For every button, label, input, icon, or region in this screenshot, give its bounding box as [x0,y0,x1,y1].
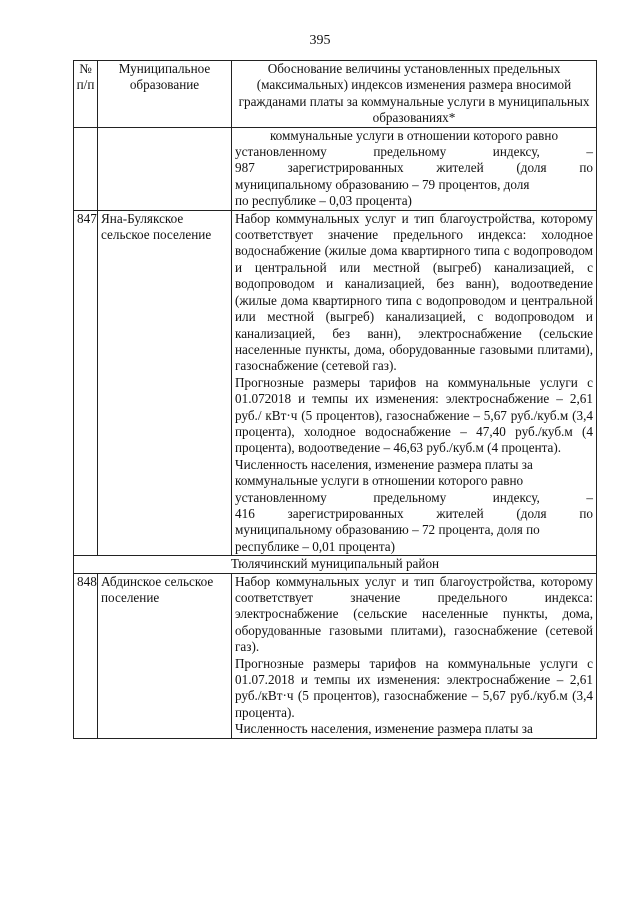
continuation-row [74,127,597,210]
district-heading: Тюлячинский муниципальный район [74,556,597,573]
table-header-row [74,61,597,128]
row-municipality: Абдинское сельское поселение [98,573,232,738]
header-municipality: Муниципальное образование [98,61,232,128]
tariff-table [73,60,597,739]
row-number: 847 [74,210,98,556]
page-number: 395 [309,33,331,48]
table-row [74,210,597,556]
continuation-text: коммунальные услуги в отношении которого равно установленному предельному индексу, – 987 зарегистрированных жителей (доля по муниципальному образованию – 79 процентов, доля по республике – 0,03 процента) [232,127,597,210]
table-row [74,573,597,738]
row-justification: Набор коммунальных услуг и тип благоустройства, которому соответствует значение предельного индекса: холодное водоснабжение (жилые дома квартирного типа с водопроводом и центральной или местной (выгреб) канализацией, с водопроводом и канализацией, без ванн), водоотведение (жилые дома квартирного типа с водопроводом и центральной или местной (выгреб) канализацией, с водопроводом и канализацией, без ванн), электроснабжение (сельские населенные пункты, дома, оборудованные газовыми плитами), газоснабжение (сетевой газ). Прогнозные размеры тарифов на коммунальные услуги с 01.072018 и темпы их изменения: электроснабжение – 2,61 руб./ кВт·ч (5 процентов), газоснабжение – 5,67 руб./куб.м (3,4 процента), холодное водоснабжение – 47,40 руб./куб.м (4 процента), водоотведение – 46,63 руб./куб.м (4 процента). Численность населения, изменение размера платы за коммунальные услуги в отношении которого равно установленному предельному индексу, – 416 зарегистрированных жителей (доля по муниципальному образованию – 72 процента, доля по республике – 0,01 процента) [232,210,597,556]
header-number: № п/п [74,61,98,128]
district-row [74,556,597,573]
header-justification: Обоснование величины установленных предельных (максимальных) индексов изменения размера вносимой гражданами платы за коммунальные услуги в муниципальных образованиях* [232,61,597,128]
row-number: 848 [74,573,98,738]
row-justification: Набор коммунальных услуг и тип благоустройства, которому соответствует значение предельного индекса: электроснабжение (сельские населенные пункты, дома, оборудованные газовыми плитами), газоснабжение (сетевой газ). Прогнозные размеры тарифов на коммунальные услуги с 01.07.2018 и темпы их изменения: электроснабжение – 2,61 руб./кВт·ч (5 процентов), газоснабжение – 5,67 руб./куб.м (3,4 процента). Численность населения, изменение размера платы за [232,573,597,738]
row-municipality: Яна-Булякское сельское поселение [98,210,232,556]
